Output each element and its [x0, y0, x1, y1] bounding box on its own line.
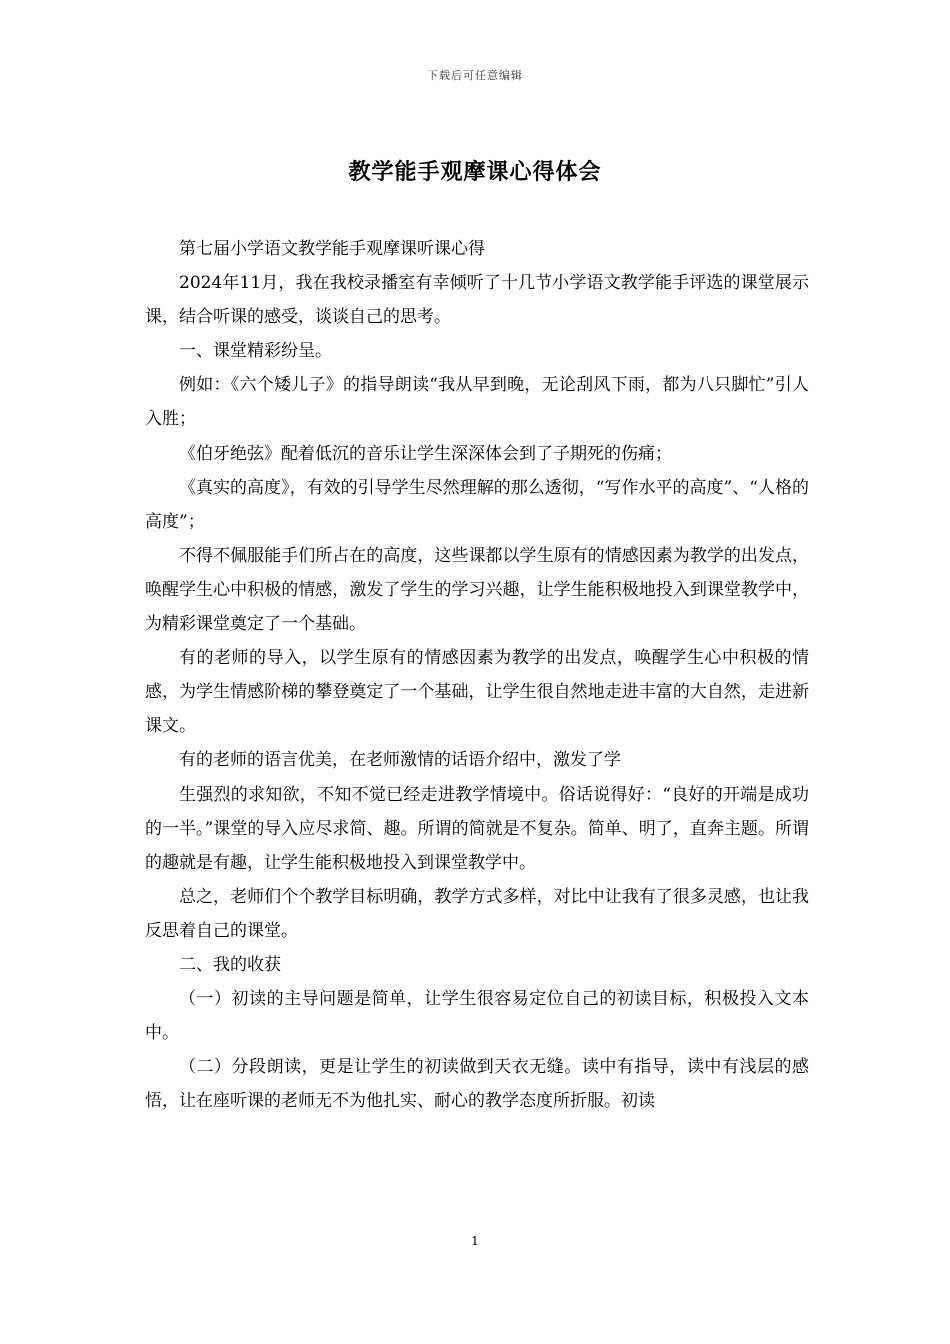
- paragraph: （一）初读的主导问题是简单，让学生很容易定位自己的初读目标，积极投入文本中。: [145, 989, 809, 1044]
- paragraph: 例如：《六个矮儿子》的指导朗读“我从早到晚，无论刮风下雨，都为八只脚忙”引人入胜；: [145, 375, 809, 430]
- paragraph: 2024年11月，我在我校录播室有幸倾听了十几节小学语文教学能手评选的课堂展示课，结合听课的感受，谈谈自己的思考。: [145, 273, 809, 328]
- paragraph: （二）分段朗读，更是让学生的初读做到天衣无缝。读中有指导，读中有浅层的感悟，让在座听课的老师无不为他扎实、耐心的教学态度所折服。初读: [145, 1057, 809, 1112]
- paragraph: 生强烈的求知欲，不知不觉已经走进教学情境中。俗话说得好：“良好的开端是成功的一半。”课堂的导入应尽求简、趣。所谓的简就是不复杂。简单、明了，直奔主题。所谓的趣就是有趣，让学生能积极地投入到课堂教学中。: [145, 784, 809, 873]
- document-body: [145, 232, 809, 1118]
- download-note: 下载后可任意编辑: [427, 69, 523, 82]
- page-number: 1: [471, 1234, 479, 1248]
- paragraph: 《真实的高度》，有效的引导学生尽然理解的那么透彻，“写作水平的高度”、“人格的高度”；: [145, 477, 809, 532]
- paragraph: 有的老师的语言优美，在老师激情的话语介绍中，激发了学: [179, 750, 621, 771]
- paragraph: 第七届小学语文教学能手观摩课听课心得: [179, 239, 485, 259]
- section-heading: 二、我的收获: [179, 954, 281, 975]
- paragraph: 有的老师的导入，以学生原有的情感因素为教学的出发点，唤醒学生心中积极的情感，为学生情感阶梯的攀登奠定了一个基础，让学生很自然地走进丰富的大自然，走进新课文。: [145, 648, 809, 737]
- paragraph: 《伯牙绝弦》配着低沉的音乐让学生深深体会到了子期死的伤痛；: [179, 443, 672, 464]
- section-heading: 一、课堂精彩纷呈。: [179, 341, 332, 362]
- document-title: 教学能手观摩课心得体会: [348, 159, 602, 185]
- paragraph: 总之，老师们个个教学目标明确，教学方式多样，对比中让我有了很多灵感，也让我反思着自己的课堂。: [145, 886, 809, 941]
- paragraph: 不得不佩服能手们所占在的高度，这些课都以学生原有的情感因素为教学的出发点，唤醒学生心中积极的情感，激发了学生的学习兴趣，让学生能积极地投入到课堂教学中，为精彩课堂奠定了一个基础。: [145, 545, 809, 635]
